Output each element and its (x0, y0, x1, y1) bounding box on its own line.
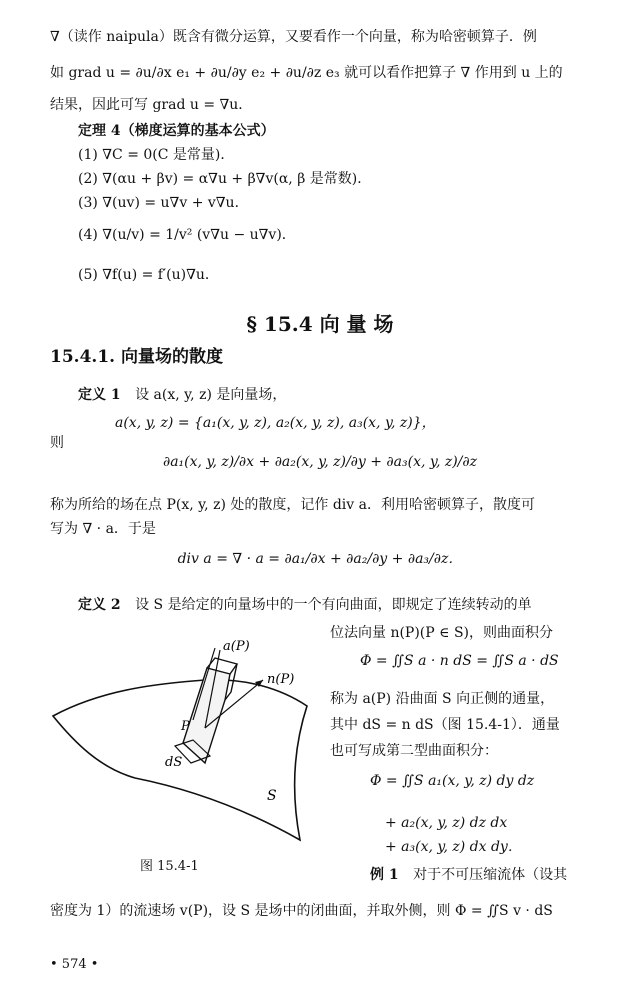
text-line-1: ∇（读作 naipula）既含有微分运算，又要看作一个向量，称为哈密顿算子．例 (50, 29, 537, 45)
def1-divergence-expression: ∂a₁(x, y, z)/∂x + ∂a₂(x, y, z)/∂y + ∂a₃(x, y, z)/∂z (162, 454, 478, 470)
def1-components: a(x, y, z) = {a₁(x, y, z), a₂(x, y, z), a₃(x, y, z)}， (115, 415, 436, 431)
def2-phi2-a: Φ = ∬S a₁(x, y, z) dy dz (370, 773, 535, 789)
figure-caption: 图 15.4-1 (140, 859, 199, 874)
label-dS: dS (165, 755, 183, 770)
def2-line-2: 位法向量 n(P)(P ∈ S)，则曲面积分 (330, 625, 554, 641)
label-n-P: n(P) (267, 672, 295, 687)
flux-tube (183, 668, 230, 763)
label-P: P (181, 719, 190, 734)
def1-line (78, 386, 286, 404)
def1-then: 则 (50, 435, 64, 451)
figure-surface-flux (45, 628, 315, 848)
label-a-P: a(P) (223, 639, 250, 654)
section-title: § 15.4 向 量 场 (246, 312, 394, 336)
def1-text: 设 a(x, y, z) 是向量场， (135, 387, 287, 403)
formula-2: (2) ∇(αu + βv) = α∇u + β∇v(α, β 是常数)． (78, 171, 372, 187)
def2-text-1: 设 S 是给定的向量场中的一个有向曲面，即规定了连续转动的单 (135, 597, 532, 613)
subsection-title: 15.4.1. 向量场的散度 (50, 347, 223, 367)
text-line-3: 结果，因此可写 grad u = ∇u． (50, 97, 253, 113)
def2-line-3: 称为 a(P) 沿曲面 S 向正侧的通量， (330, 691, 555, 707)
example1-line-1 (370, 866, 567, 884)
def2-label: 定义 2 (78, 597, 121, 613)
formula-1: (1) ∇C = 0(C 是常量)． (78, 147, 235, 163)
example1-label: 例 1 (370, 867, 399, 883)
def1-label: 定义 1 (78, 387, 121, 403)
formula-3: (3) ∇(uv) = u∇v + v∇u． (78, 195, 249, 211)
def2-phi-formula: Φ = ∬S a · n dS = ∬S a · dS (360, 653, 559, 669)
theorem-4-heading: 定理 4（梯度运算的基本公式） (78, 123, 275, 139)
example1-line-2: 密度为 1）的流速场 v(P)，设 S 是场中的闭曲面，并取外侧，则 Φ = ∬S v · dS (50, 903, 553, 919)
def2-line-4: 其中 dS = n dS（图 15.4-1）．通量 (330, 717, 560, 733)
formula-4: (4) ∇(u/v) = 1/v² (v∇u − u∇v)． (78, 227, 296, 243)
div-text-2: 写为 ∇ · a．于是 (50, 521, 156, 537)
text-line-2: 如 grad u = ∂u/∂x e₁ + ∂u/∂y e₂ + ∂u/∂z e₃ 就可以看作把算子 ∇ 作用到 u 上的 (50, 65, 563, 81)
def2-phi2-c: + a₃(x, y, z) dx dy． (385, 839, 522, 855)
example1-text: 对于不可压缩流体（设其 (413, 867, 568, 883)
def2-line-5: 也可写成第二型曲面积分： (330, 743, 498, 759)
div-formula: div a = ∇ · a = ∂a₁/∂x + ∂a₂/∂y + ∂a₃/∂z． (177, 551, 463, 567)
def2-phi2-b: + a₂(x, y, z) dz dx (385, 815, 508, 831)
formula-5: (5) ∇f(u) = f′(u)∇u． (78, 267, 219, 283)
page-number: • 574 • (50, 957, 99, 972)
label-S: S (267, 788, 277, 804)
def2-line-1 (78, 596, 532, 614)
div-text-1: 称为所给的场在点 P(x, y, z) 处的散度，记作 div a．利用哈密顿算子，散度可 (50, 497, 535, 513)
